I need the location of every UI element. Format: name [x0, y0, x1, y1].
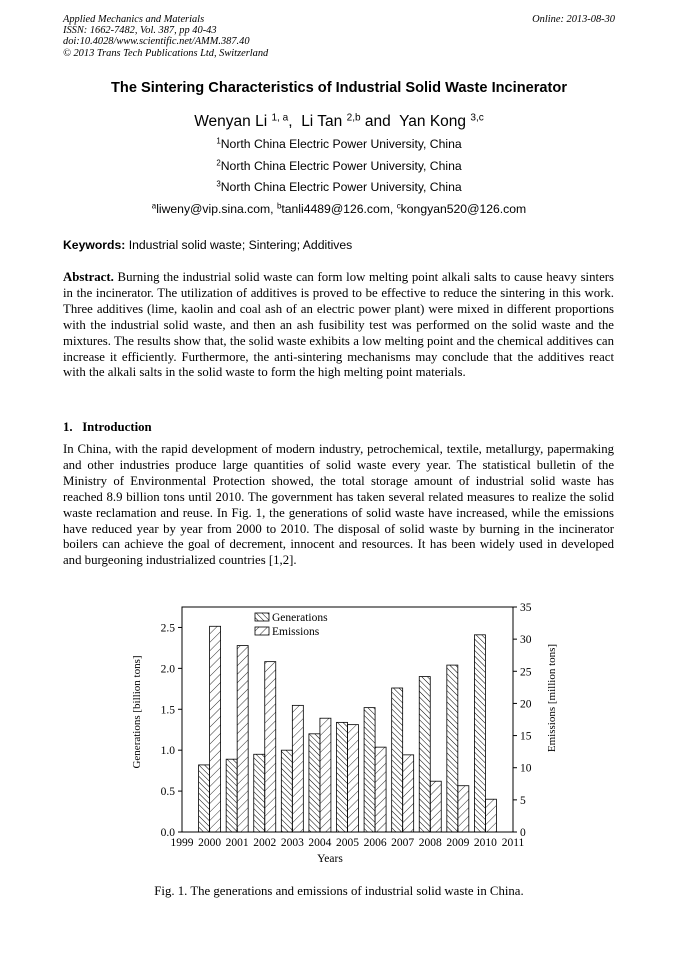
keywords [63, 238, 352, 252]
email-link[interactable]: liweny@vip.sina.com, [156, 202, 277, 216]
bar-emissions-2001 [237, 646, 248, 832]
x-axis-label: Years [317, 853, 343, 865]
y-axis-label: Generations [billion tons] [131, 655, 143, 769]
legend-swatch-emissions [255, 627, 269, 635]
bar-chart [120, 596, 570, 872]
email-link[interactable]: kongyan520@126.com [400, 202, 527, 216]
bar-emissions-2004 [320, 718, 331, 832]
author-name: Yan Kong [399, 113, 467, 130]
y2-tick-label: 35 [520, 602, 532, 614]
online-date: Online: 2013-08-30 [532, 14, 615, 25]
y2-tick-label: 0 [520, 827, 526, 839]
y-tick-label: 1.0 [160, 745, 175, 758]
keywords-label: Keywords: [63, 238, 126, 252]
y2-tick-label: 10 [520, 762, 532, 775]
author-name: Wenyan Li [194, 113, 268, 130]
x-tick-label: 2002 [253, 837, 277, 849]
bar-generations-2010 [474, 635, 485, 832]
y2-tick-label: 20 [520, 698, 532, 711]
x-tick-label: 2006 [363, 837, 387, 849]
section-heading: 1. Introduction [63, 420, 152, 434]
paper-title: The Sintering Characteristics of Industrial Solid Waste Incinerator [110, 80, 567, 96]
bar-generations-2003 [281, 750, 292, 832]
y2-tick-label: 15 [520, 730, 532, 743]
author-sup: 3,c [470, 112, 484, 124]
y-tick-label: 0.5 [160, 786, 175, 799]
x-tick-label: 2003 [280, 837, 304, 849]
figure-caption: Fig. 1. The generations and emissions of industrial solid waste in China. [154, 884, 524, 898]
author-separator: and [360, 113, 396, 130]
bar-emissions-2000 [210, 626, 221, 832]
bar-emissions-2006 [375, 747, 386, 832]
y-tick-label: 0.0 [160, 827, 175, 839]
bar-emissions-2002 [265, 662, 276, 832]
affiliation-sup: 2 [216, 158, 221, 168]
legend-label-emissions: Emissions [272, 626, 320, 638]
legend [255, 612, 328, 638]
author-line [0, 113, 678, 131]
x-tick-label: 2011 [501, 837, 525, 849]
bar-emissions-2009 [458, 786, 469, 832]
abstract-label: Abstract. [63, 270, 114, 284]
y2-tick-label: 25 [520, 666, 532, 679]
issn-line: ISSN: 1662-7482, Vol. 387, pp 40-43 [63, 25, 217, 37]
journal-header [63, 14, 268, 59]
affiliation [0, 180, 678, 194]
affiliation-text: North China Electric Power University, China [220, 137, 462, 151]
email-sup: a [151, 201, 157, 211]
introduction-text: In China, with the rapid development of modern industry, petrochemical, textile, metallurgy, papermaking and other industries produce large quantities of solid waste every year. The statistical bulletin of the Ministry of Environmental Protection showed, the total storage amount of industrial solid waste has reached 8.9 billion tons until 2010. The government has taken several related measures to realize the solid waste reclamation and reuse. In Fig. 1, the generations of solid waste have increased, while the emissions have reduced year by year from 2000 to 2010. The disposal of solid waste by burning in the incinerator boilers can achieve the goal of decrement, innocent and resources. It has been widely used in developed and burgeoning industrialized countries [1,2]. [63, 442, 614, 568]
y2-tick-label: 5 [520, 794, 526, 807]
bar-emissions-2008 [430, 781, 441, 832]
x-tick-label: 2005 [336, 837, 359, 849]
bar-emissions-2005 [348, 725, 359, 832]
abstract [63, 270, 614, 381]
author-name: Li Tan [301, 113, 343, 130]
bar-generations-2004 [309, 734, 320, 832]
legend-swatch-generations [255, 613, 269, 621]
doi-line: doi:10.4028/www.scientific.net/AMM.387.40 [63, 36, 250, 48]
journal-name: Applied Mechanics and Materials [63, 14, 205, 25]
x-tick-label: 2004 [308, 837, 332, 849]
email-line [0, 202, 678, 216]
bar-emissions-2007 [403, 755, 414, 832]
email-sup: b [276, 201, 282, 211]
bar-generations-2000 [199, 765, 210, 832]
bar-generations-2005 [337, 722, 348, 832]
author-separator: , [288, 113, 297, 130]
copyright-line: © 2013 Trans Tech Publications Ltd, Switzerland [63, 47, 269, 59]
bar-emissions-2003 [292, 705, 303, 832]
affiliation-sup: 3 [216, 179, 221, 189]
bar-generations-2001 [226, 759, 237, 832]
y-tick-label: 2.5 [160, 622, 175, 635]
bar-emissions-2010 [485, 799, 496, 832]
bar-generations-2007 [392, 688, 403, 832]
bar-generations-2002 [254, 754, 265, 832]
bar-generations-2006 [364, 708, 375, 832]
x-tick-label: 2007 [391, 837, 415, 849]
x-tick-label: 2010 [473, 837, 497, 849]
bar-generations-2009 [447, 665, 458, 832]
affiliation-sup: 1 [216, 136, 221, 146]
x-tick-label: 2000 [198, 837, 222, 849]
y2-axis-label: Emissions [million tons] [546, 643, 558, 753]
x-tick-label: 2001 [225, 837, 249, 849]
email-sup: c [396, 201, 401, 211]
affiliation [0, 137, 678, 151]
x-tick-label: 1999 [170, 837, 194, 849]
y-tick-label: 1.5 [160, 704, 175, 717]
bar-generations-2008 [419, 677, 430, 832]
abstract-text: Burning the industrial solid waste can form low melting point alkali salts to cause heavy sinters in the incinerator. The utilization of additives is proved to be effective to reduce the sintering in this work. Three additives (lime, kaolin and coal ash of an electric power plant) were mixed in different proportions with the industrial solid waste, and then an ash fusibility test was performed on the solid waste and the mixtures. The results show that, the solid waste exhibits a low melting point and the chemical additives can increase it efficiently. Furthermore, the anti-sintering mechanisms may conclude that the additives react with the alkali salts in the solid waste to form the high melting point materials. [63, 270, 614, 380]
keywords-text: Industrial solid waste; Sintering; Additives [128, 238, 353, 252]
affiliation [0, 159, 678, 173]
email-link[interactable]: tanli4489@126.com, [281, 202, 397, 216]
x-tick-label: 2009 [446, 837, 470, 849]
x-tick-label: 2008 [418, 837, 442, 849]
author-sup: 1, a [271, 112, 289, 124]
author-sup: 2,b [346, 112, 361, 124]
affiliation-text: North China Electric Power University, China [220, 159, 462, 173]
affiliation-text: North China Electric Power University, China [220, 180, 462, 194]
y2-tick-label: 30 [520, 634, 532, 647]
legend-label-generations: Generations [272, 612, 328, 624]
y-tick-label: 2.0 [160, 663, 175, 676]
